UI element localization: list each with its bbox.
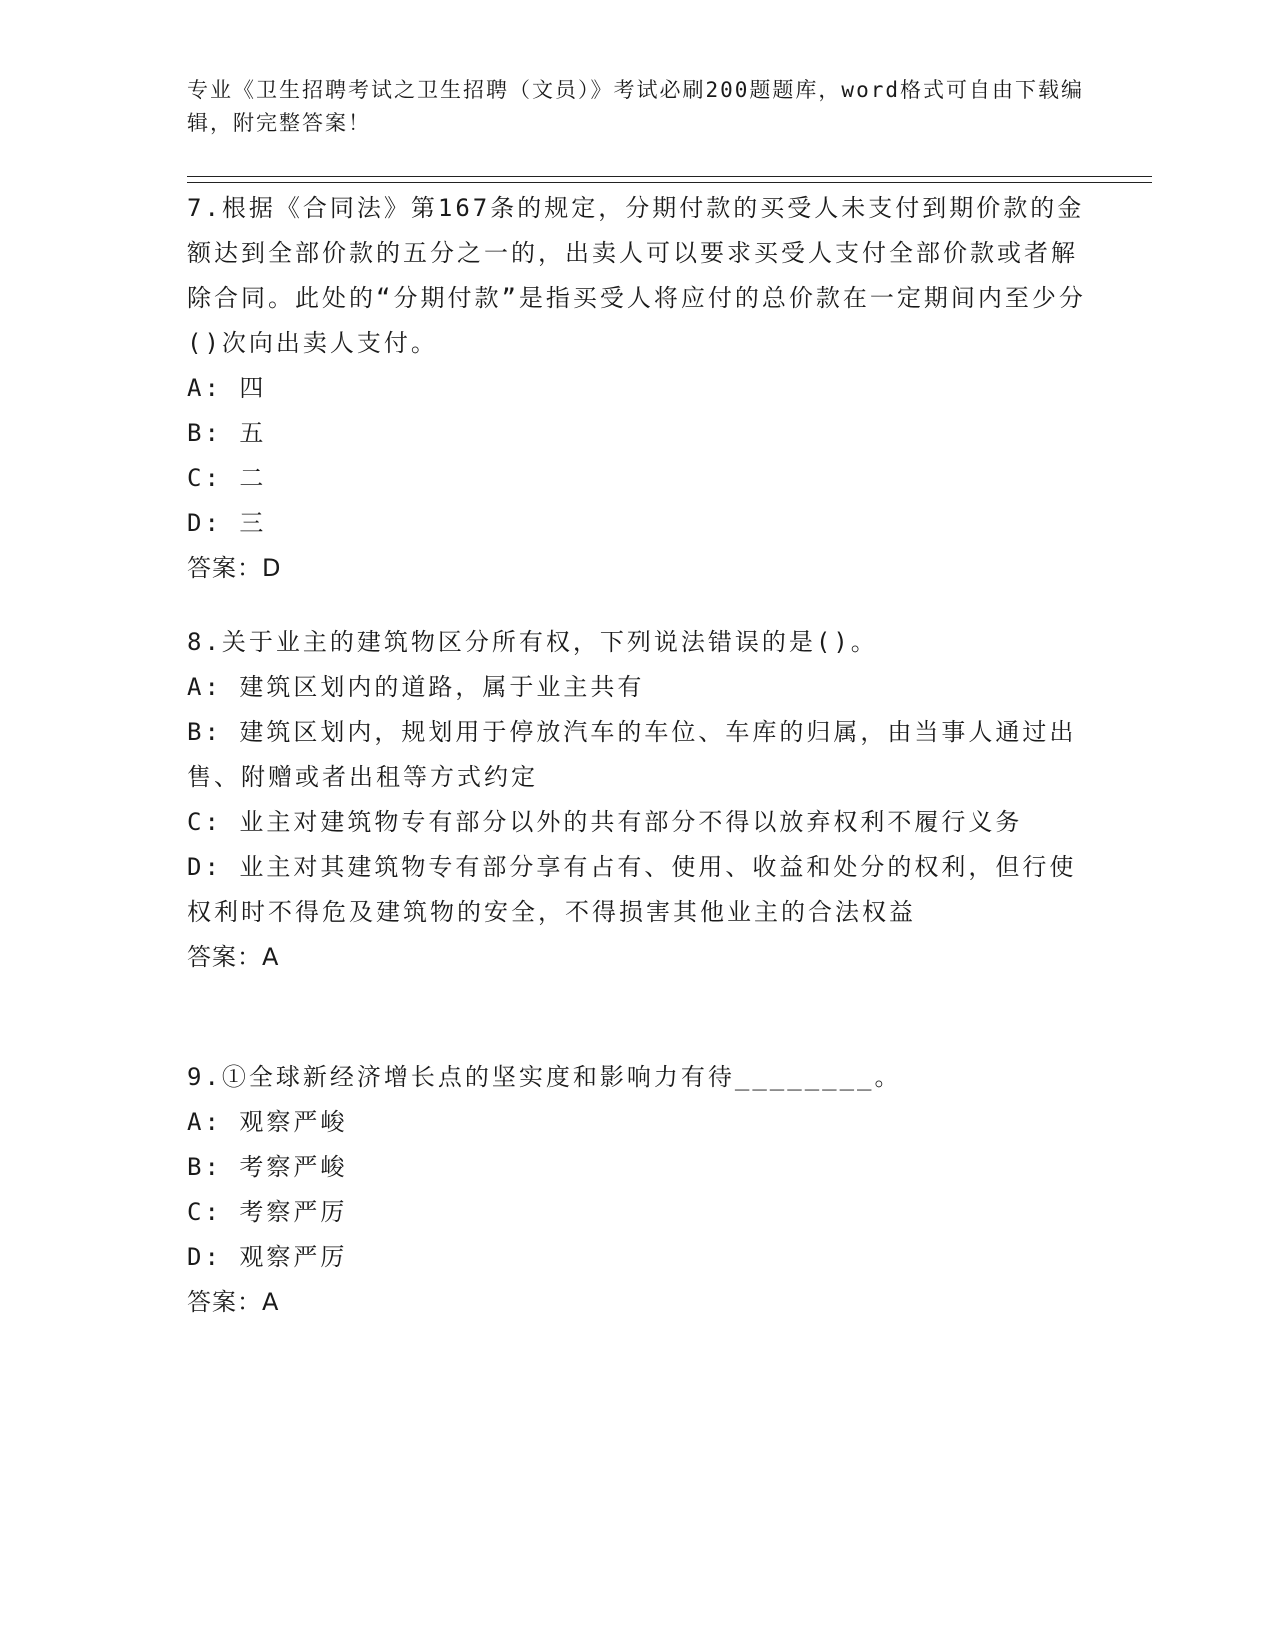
header-divider xyxy=(187,176,1152,183)
option-a: A: 建筑区划内的道路，属于业主共有 xyxy=(187,673,645,701)
question-text: 7.根据《合同法》第167条的规定，分期付款的买受人未支付到期价款的金额达到全部价款的五分之一的，出卖人可以要求买受人支付全部价款或者解除合同。此处的“分期付款”是指买受人将应付的总价款在一定期间内至少分()次向出卖人支付。 xyxy=(187,194,1086,357)
question-9 xyxy=(187,1055,1087,1325)
option-a: A: 观察严峻 xyxy=(187,1108,348,1136)
option-a: A: 四 xyxy=(187,374,267,402)
option-d: D: 三 xyxy=(187,509,267,537)
answer-line: 答案：A xyxy=(187,1288,280,1316)
option-c: C: 考察严厉 xyxy=(187,1198,348,1226)
question-7 xyxy=(187,186,1087,591)
option-c: C: 业主对建筑物专有部分以外的共有部分不得以放弃权利不履行义务 xyxy=(187,808,1023,836)
option-c: C: 二 xyxy=(187,464,267,492)
question-8 xyxy=(187,620,1087,980)
header-note: 专业《卫生招聘考试之卫生招聘（文员）》考试必刷200题题库，word格式可自由下载编辑，附完整答案！ xyxy=(187,78,1084,135)
question-text: 8.关于业主的建筑物区分所有权，下列说法错误的是()。 xyxy=(187,628,878,656)
answer-line: 答案：D xyxy=(187,554,282,582)
option-b: B: 建筑区划内，规划用于停放汽车的车位、车库的归属，由当事人通过出售、附赠或者出租等方式约定 xyxy=(187,718,1077,791)
option-d: D: 业主对其建筑物专有部分享有占有、使用、收益和处分的权利，但行使权利时不得危及建筑物的安全，不得损害其他业主的合法权益 xyxy=(187,853,1077,926)
answer-line: 答案：A xyxy=(187,943,280,971)
question-text: 9.①全球新经济增长点的坚实度和影响力有待________。 xyxy=(187,1063,902,1091)
option-d: D: 观察严厉 xyxy=(187,1243,348,1271)
option-b: B: 考察严峻 xyxy=(187,1153,348,1181)
option-b: B: 五 xyxy=(187,419,267,447)
